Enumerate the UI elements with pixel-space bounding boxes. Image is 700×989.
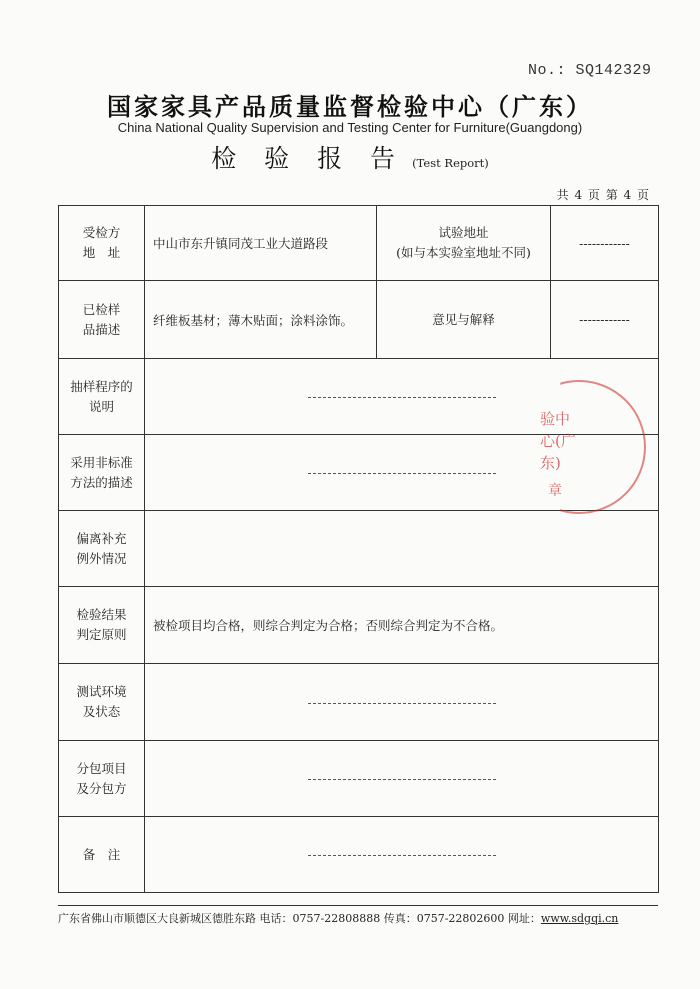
footer-fax: 传真：0757-22802600	[383, 912, 505, 925]
empty-dash-line	[308, 703, 496, 704]
judgement-principle-value: 被检项目均合格，则综合判定为合格；否则综合判定为不合格。	[145, 587, 659, 664]
empty-dash-line	[308, 473, 496, 474]
table-row	[59, 817, 659, 893]
page-title: 国家家具产品质量监督检验中心（广东）	[107, 92, 593, 121]
table-row	[59, 664, 659, 741]
table-row	[59, 587, 659, 664]
empty-dash-line	[308, 779, 496, 780]
test-environment-label: 测试环境 及状态	[59, 664, 145, 741]
remarks-label: 备 注	[59, 817, 145, 893]
nonstandard-method-label: 采用非标准 方法的描述	[59, 435, 145, 511]
subtitle-en: (Test Report)	[412, 156, 489, 170]
subcontract-value	[145, 741, 659, 817]
report-number: No.: SQ142329	[528, 62, 652, 79]
table-row	[59, 206, 659, 281]
sample-description-label: 已检样 品描述	[59, 281, 145, 359]
seal-character: 章	[548, 483, 562, 499]
footer-address: 广东省佛山市顺德区大良新城区德胜东路	[58, 912, 256, 925]
test-environment-value	[145, 664, 659, 741]
remarks-value	[145, 817, 659, 893]
subtitle-cn: 检 验 报 告	[211, 144, 406, 173]
page-title-english: China National Quality Supervision and Testing Center for Furniture(Guangdong)	[117, 120, 583, 135]
footer-divider	[58, 905, 658, 906]
report-table	[58, 205, 659, 893]
table-row	[59, 741, 659, 817]
report-subtitle	[0, 139, 700, 175]
deviation-value	[145, 511, 659, 587]
judgement-principle-label: 检验结果 判定原则	[59, 587, 145, 664]
client-address-label: 受检方 地 址	[59, 206, 145, 281]
subcontract-label: 分包项目 及分包方	[59, 741, 145, 817]
opinion-label: 意见与解释	[377, 281, 551, 359]
test-location-value: ------------	[551, 206, 659, 281]
deviation-label: 偏离补充 例外情况	[59, 511, 145, 587]
footer	[58, 910, 668, 926]
table-row	[59, 511, 659, 587]
opinion-value: ------------	[551, 281, 659, 359]
sampling-procedure-label: 抽样程序的 说明	[59, 359, 145, 435]
footer-phone: 电话：0757-22808888	[259, 912, 381, 925]
table-row	[59, 281, 659, 359]
seal-text: 验中心(广东)	[540, 410, 576, 472]
footer-website-link[interactable]: www.sdgqi.cn	[540, 912, 619, 925]
test-location-label: 试验地址 (如与本实验室地址不同)	[377, 206, 551, 281]
sample-description-value: 纤维板基材；薄木贴面；涂料涂饰。	[145, 281, 377, 359]
page-counter: 共 4 页 第 4 页	[556, 188, 650, 202]
client-address-value: 中山市东升镇同茂工业大道路段	[145, 206, 377, 281]
footer-website-label: 网址：	[507, 912, 541, 925]
empty-dash-line	[308, 397, 496, 398]
empty-dash-line	[308, 855, 496, 856]
